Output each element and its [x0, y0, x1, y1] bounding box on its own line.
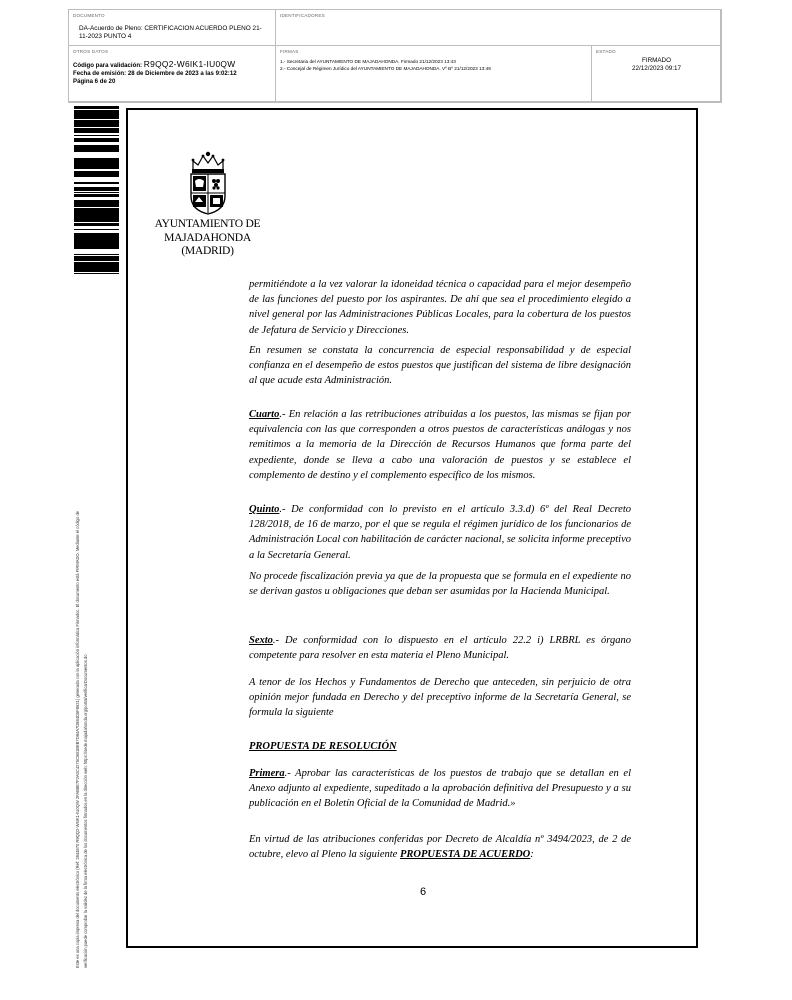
logo-line-2: MAJADAHONDA: [164, 230, 251, 244]
firma-2: 2.- Concejal de Régimen Jurídico del AYUNTAMIENTO DE MAJADAHONDA. Vº Bº 21/12/2023 13:49: [280, 65, 491, 71]
estado-fecha: 22/12/2023 09:17: [631, 65, 682, 72]
primera-text: .- Aprobar las características de los puestos de trabajo que se detallan en el Anexo adjunto al expediente, supeditado a la aprobación definitiva del Presupuesto y a su publicación en el Boletín Oficial de la Comunidad de Madrid.»: [249, 768, 631, 810]
estado-cell: [592, 46, 721, 102]
ayuntamiento-logo-text: [140, 217, 275, 258]
estado-value: FIRMADO: [641, 57, 672, 64]
cuarto-text: .- En relación a las retribuciones atribuidas a los puestos, las mismas se fijan por equivalencia con las que corresponden a otros puestos de características análogas y nos remitimos a la memoria de la Dirección de Recursos Humanos que forma parte del expediente, donde se lleva a cabo una valoración de puestos y se establece el complemento de destino y el complemento específico de los mismos.: [249, 409, 631, 481]
pagina: Página 6 de 20: [73, 78, 116, 85]
documento-cell: [69, 10, 276, 46]
firmas-label: FIRMAS: [280, 49, 299, 54]
paragraph-9-text: En virtud de las atribuciones conferidas por Decreto de Alcaldía nº 3494/2023, de 2 de octubre, elevo al Pleno la siguiente: [249, 834, 631, 861]
verification-side-text: [74, 288, 90, 968]
fecha-emision: Fecha de emisión: 28 de Diciembre de 2023 a las 9:02:12: [73, 70, 237, 77]
identificadores-label: IDENTIFICADORES: [280, 13, 325, 18]
quinto-label: Quinto: [249, 504, 280, 515]
paragraph-9: [249, 832, 631, 862]
signature-header: [68, 9, 722, 103]
paragraph-primera: [249, 766, 631, 812]
codigo-label: Código para validación:: [73, 62, 143, 69]
paragraph-5-text: No procede fiscalización previa ya que de la propuesta que se formula en el expediente no se derivan gastos u obligaciones que deban ser asumidas por la Hacienda Municipal.: [249, 571, 631, 598]
estado-label: ESTADO: [596, 49, 616, 54]
codigo-value[interactable]: R9QQ2-W6IK1-IU0QW: [143, 59, 236, 69]
paragraph-2-text: En resumen se constata la concurrencia de especial responsabilidad y de especial confianza en el desempeño de estos puestos que justifican del sistema de libre designación al que acude esta Administración.: [249, 345, 631, 387]
logo-line-1: AYUNTAMIENTO DE: [154, 217, 261, 230]
paragraph-1-text: permitiéndote a la vez valorar la idoneidad técnica o capacidad para el mejor desempeño de las funciones del puesto por los aspirantes. De ahí que sea el procedimiento elegido a nivel general por las Administraciones Públicas Locales, para la cobertura de los puestos de Jefatura de Servicio y Direcciones.: [249, 279, 631, 336]
paragraph-7: [249, 675, 631, 721]
paragraph-2: [249, 343, 631, 389]
otros-datos-label: OTROS DATOS: [73, 49, 109, 54]
side-text-line-2: verificación puede comprobar la validez de la firma electrónica de los documentos firmados en la dirección web: https://sede.majadahonda.org/portal/verificarDocumentos.do: [83, 654, 88, 968]
paragraph-1: [249, 277, 631, 338]
propuesta-acuerdo: PROPUESTA DE ACUERDO: [399, 849, 531, 861]
documento-title: DA-Acuerdo de Pleno: CERTIFICACION ACUERDO PLENO 21-11-2023 PUNTO 4: [79, 25, 262, 40]
documento-label: DOCUMENTO: [73, 13, 105, 18]
firmas-cell: [276, 46, 592, 102]
page-number: 6: [419, 886, 427, 898]
firma-1: 1.- Secretaria del AYUNTAMIENTO DE MAJADAHONDA. Firmado 21/12/2023 13:43: [280, 59, 456, 64]
barcode-icon: [74, 106, 119, 276]
coat-of-arms-icon: [184, 150, 232, 216]
paragraph-sexto: [249, 633, 631, 663]
sexto-label: Sexto: [249, 635, 273, 646]
sexto-text: .- De conformidad con lo dispuesto en el artículo 22.2 i) LRBRL es órgano competente para resolver en esta materia el Pleno Municipal.: [249, 635, 631, 662]
paragraph-quinto: [249, 502, 631, 563]
logo-line-3: (MADRID): [181, 244, 234, 257]
quinto-text: .- De conformidad con lo previsto en el artículo 3.3.d) 6º del Real Decreto 128/2018, de 16 de marzo, por el que se regula el régimen jurídico de los funcionarios de Administración Local con habilitación de carácter nacional, se solicita informe preceptivo a la Secretaría General.: [249, 504, 631, 561]
paragraph-cuarto: [249, 407, 631, 483]
paragraph-7-text: A tenor de los Hechos y Fundamentos de Derecho que anteceden, sin perjuicio de otra opinión mejor fundada en Derecho y del preceptivo informe de la Secretaría General, se formula la siguiente: [249, 677, 631, 719]
paragraph-5: [249, 569, 631, 599]
paragraph-9-end: :: [530, 849, 534, 861]
propuesta-heading-text: PROPUESTA DE RESOLUCIÓN: [249, 741, 397, 752]
primera-label: Primera: [249, 768, 285, 779]
otros-datos-cell: [69, 46, 276, 102]
identificadores-cell: [276, 10, 721, 46]
cuarto-label: Cuarto: [249, 409, 280, 420]
side-text-line-1: Este es una copia impresa del documento electrónico (Ref: 2844870 R9QQ2-W6IK1-IU0QW 2FAB8E7F2A0C4275C5B1BEB7D94A7D884D5F8621) generada con la aplicación informática Firmadoc. El documento está FIRMADO. Mediante el código de: [75, 511, 80, 968]
propuesta-heading: [249, 739, 631, 754]
